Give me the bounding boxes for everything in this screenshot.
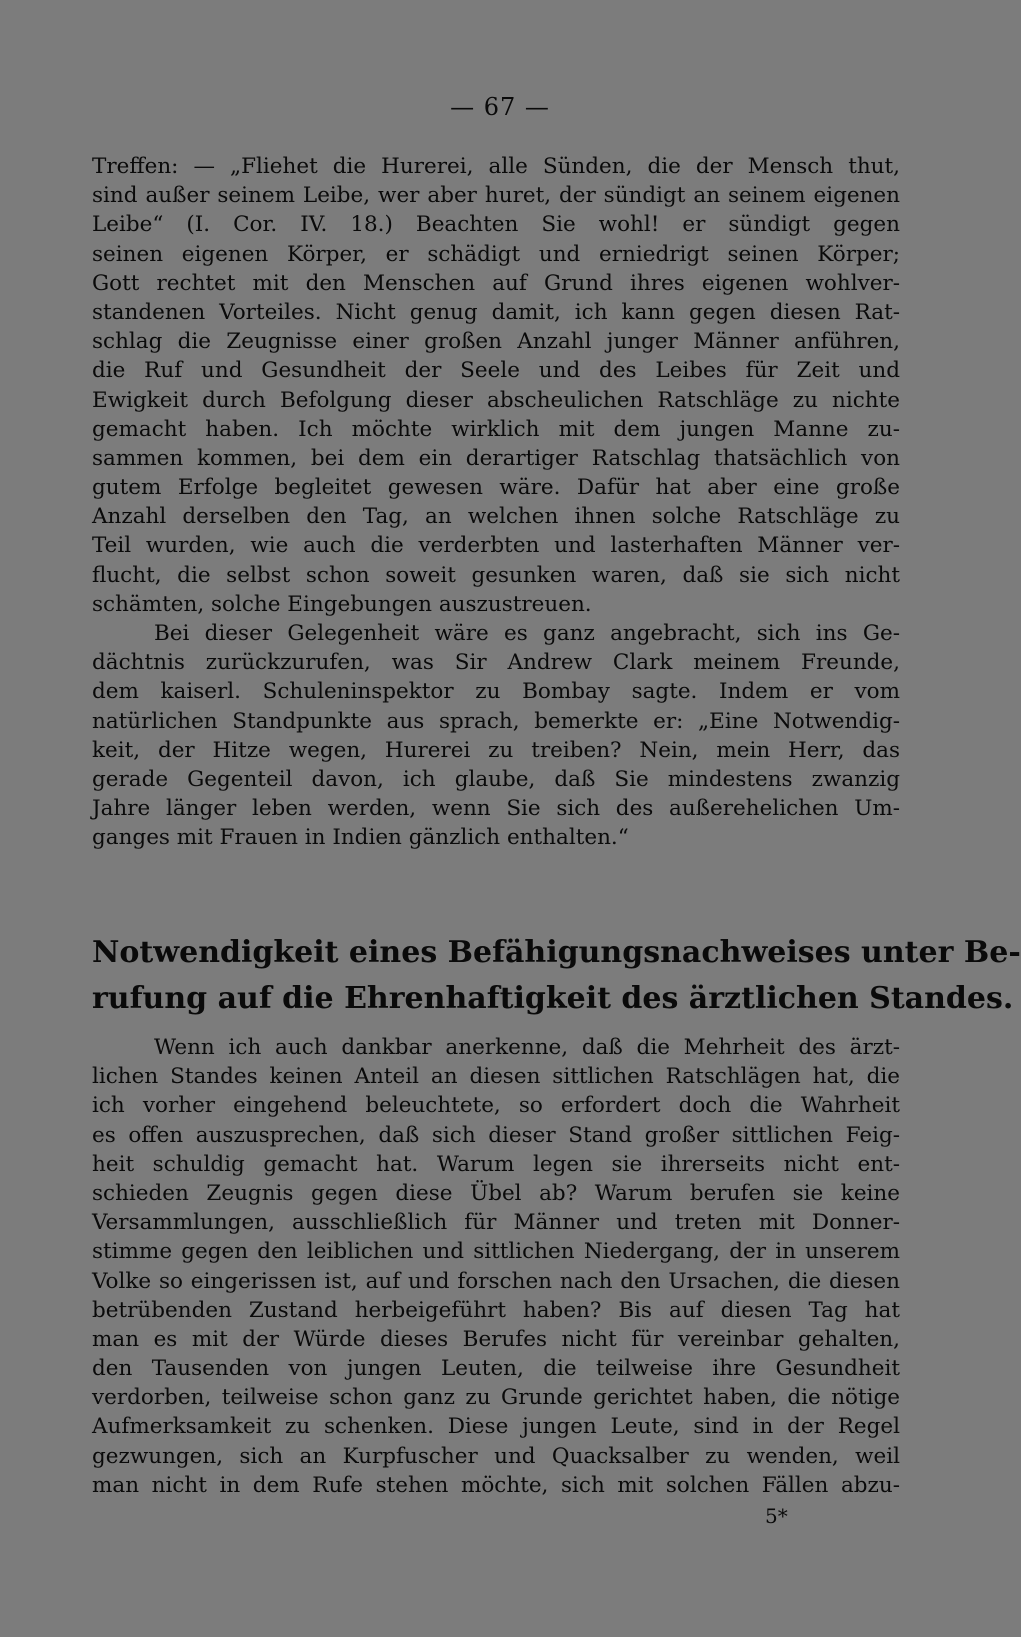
text-line: Gott rechtet mit den Menschen auf Grund ihres eigenen wohlver- bbox=[92, 270, 900, 296]
text-line: man es mit der Würde dieses Berufes nicht für vereinbar gehalten, bbox=[92, 1326, 900, 1352]
text-line: natürlichen Standpunkte aus sprach, bemerkte er: „Eine Notwendig- bbox=[92, 708, 900, 734]
text-line: Bei dieser Gelegenheit wäre es ganz angebracht, sich ins Ge- bbox=[154, 621, 900, 646]
text-line: gerade Gegenteil davon, ich glaube, daß Sie mindestens zwanzig bbox=[92, 766, 900, 792]
text-line: Versammlungen, ausschließlich für Männer und treten mit Donner- bbox=[92, 1210, 900, 1236]
text-line: schlag die Zeugnisse einer großen Anzahl junger Männer anführen, bbox=[92, 329, 900, 355]
text-line: stimme gegen den leiblichen und sittlichen Niedergang, der in unserem bbox=[92, 1239, 900, 1265]
section-heading bbox=[92, 930, 1021, 1022]
text-line: standenen Vorteiles. Nicht genug damit, ich kann gegen diesen Rat- bbox=[92, 299, 900, 325]
text-line: lichen Standes keinen Anteil an diesen sittlichen Ratschlägen hat, die bbox=[92, 1064, 900, 1090]
text-line: ganges mit Frauen in Indien gänzlich enthalten.“ bbox=[92, 825, 629, 851]
text-line: betrübenden Zustand herbeigeführt haben? Bis auf diesen Tag hat bbox=[92, 1297, 900, 1323]
text-line: Aufmerksamkeit zu schenken. Diese jungen Leute, sind in der Regel bbox=[92, 1414, 900, 1440]
text-line: schämten, solche Eingebungen auszustreuen. bbox=[92, 591, 592, 617]
text-line: Jahre länger leben werden, wenn Sie sich des außerehelichen Um- bbox=[92, 796, 900, 822]
text-line: es offen auszusprechen, daß sich dieser Stand großer sittlichen Feig- bbox=[92, 1122, 900, 1148]
text-line: gezwungen, sich an Kurpfuscher und Quacksalber zu wenden, weil bbox=[92, 1443, 900, 1469]
text-line: Anzahl derselben den Tag, an welchen ihnen solche Ratschläge zu bbox=[92, 504, 900, 530]
text-line: Leibe“ (I. Cor. IV. 18.) Beachten Sie wohl! er sündigt gegen bbox=[92, 212, 900, 238]
text-line: gemacht haben. Ich möchte wirklich mit dem jungen Manne zu- bbox=[92, 416, 900, 442]
text-line: Teil wurden, wie auch die verderbten und lasterhaften Männer ver- bbox=[92, 533, 900, 559]
text-line: Volke so eingerissen ist, auf und forschen nach den Ursachen, die diesen bbox=[92, 1268, 900, 1294]
text-line: flucht, die selbst schon soweit gesunken waren, daß sie sich nicht bbox=[92, 562, 900, 588]
text-line: den Tausenden von jungen Leuten, die teilweise ihre Gesundheit bbox=[92, 1356, 900, 1382]
text-line: heit schuldig gemacht hat. Warum legen sie ihrerseits nicht ent- bbox=[92, 1151, 900, 1177]
heading-line: rufung auf die Ehrenhaftigkeit des ärztlichen Standes. bbox=[92, 981, 1014, 1016]
text-line: keit, der Hitze wegen, Hurerei zu treiben? Nein, mein Herr, das bbox=[92, 737, 900, 763]
text-line: man nicht in dem Rufe stehen möchte, sich mit solchen Fällen abzu- bbox=[92, 1472, 900, 1498]
text-line: sammen kommen, bei dem ein derartiger Ratschlag thatsächlich von bbox=[92, 445, 900, 471]
text-line: gutem Erfolge begleitet gewesen wäre. Dafür hat aber eine große bbox=[92, 475, 900, 501]
text-line: Ewigkeit durch Befolgung dieser abscheulichen Ratschläge zu nichte bbox=[92, 387, 900, 413]
text-block-lower bbox=[92, 1033, 900, 1500]
text-line: Wenn ich auch dankbar anerkenne, daß die Mehrheit des ärzt- bbox=[154, 1035, 900, 1060]
heading-line: Notwendigkeit eines Befähigungsnachweises unter Be- bbox=[92, 935, 1021, 970]
text-block-upper bbox=[92, 152, 900, 853]
text-line: sind außer seinem Leibe, wer aber huret, der sündigt an seinem eigenen bbox=[92, 183, 900, 209]
text-line: ich vorher eingehend beleuchtete, so erfordert doch die Wahrheit bbox=[92, 1093, 900, 1119]
text-line: die Ruf und Gesundheit der Seele und des Leibes für Zeit und bbox=[92, 358, 900, 384]
text-line: Treffen: — „Fliehet die Hurerei, alle Sünden, die der Mensch thut, bbox=[92, 154, 900, 179]
text-line: schieden Zeugnis gegen diese Übel ab? Warum berufen sie keine bbox=[92, 1180, 900, 1206]
signature-mark: 5* bbox=[765, 1504, 788, 1528]
text-line: verdorben, teilweise schon ganz zu Grunde gerichtet haben, die nötige bbox=[92, 1385, 900, 1411]
text-line: dächtnis zurückzurufen, was Sir Andrew Clark meinem Freunde, bbox=[92, 650, 900, 676]
text-line: dem kaiserl. Schuleninspektor zu Bombay sagte. Indem er vom bbox=[92, 679, 900, 705]
page-number: — 67 — bbox=[450, 93, 550, 121]
text-line: seinen eigenen Körper, er schädigt und erniedrigt seinen Körper; bbox=[92, 241, 900, 267]
